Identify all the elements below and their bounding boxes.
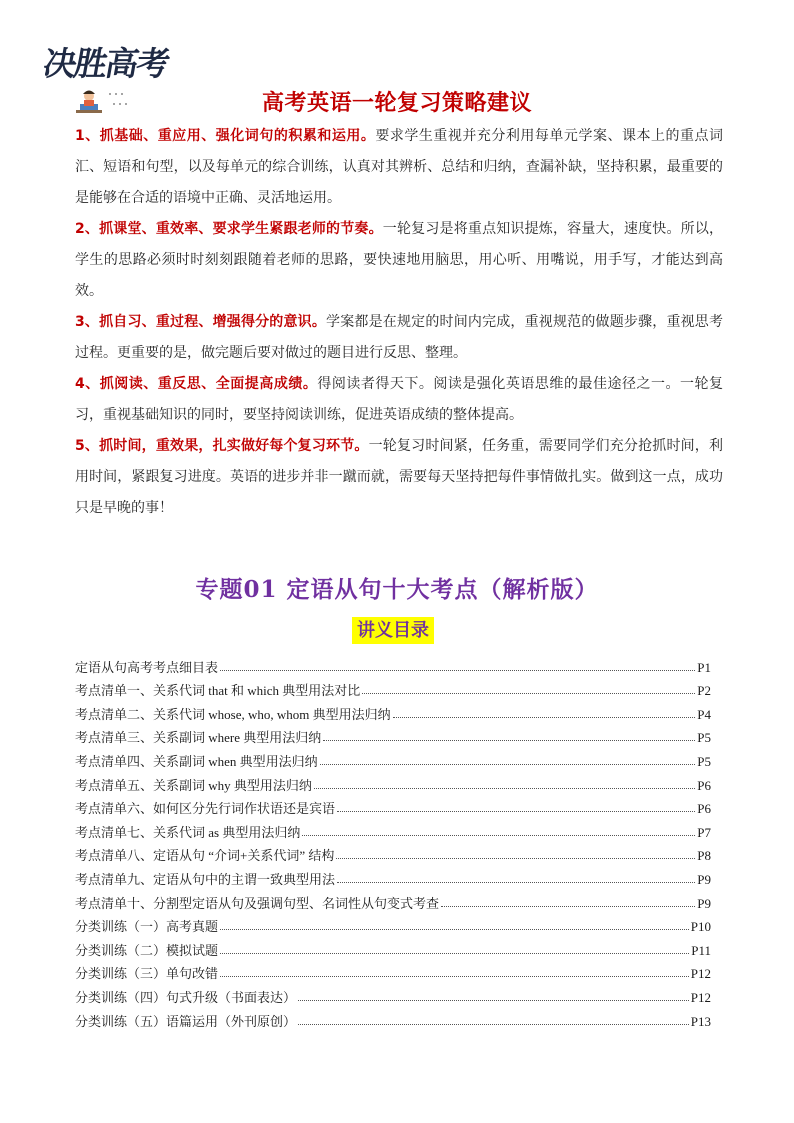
- toc-entry-label: 分类训练（一）高考真题: [75, 919, 219, 935]
- toc-entry-label: 考点清单一、关系代词 that 和 which 典型用法对比: [75, 683, 361, 699]
- tip-item: [75, 431, 723, 524]
- toc-entry-page: P12: [690, 966, 711, 982]
- table-of-contents: [75, 652, 711, 1030]
- tip-body: 一轮复习时间紧，任务重，需要同学们充分抢抓时间，利用时间，紧跟复习进度。英语的进步并非一蹴而就，需要每天坚持把每件事情做扎实。做到这一点，成功只是早晚的事！: [75, 438, 723, 516]
- toc-leader-dots: [220, 929, 689, 930]
- tip-highlight: 5、抓时间，重效果，扎实做好每个复习环节。: [75, 438, 369, 454]
- toc-leader-dots: [337, 811, 695, 812]
- toc-entry-page: P2: [697, 683, 711, 699]
- tip-body: 学案都是在规定的时间内完成，重视规范的做题步骤，重视思考过程。更重要的是，做完题后要对做过的题目进行反思、整理。: [75, 314, 723, 361]
- logo-text: 决胜高考: [40, 44, 172, 83]
- toc-entry[interactable]: [75, 794, 711, 818]
- toc-entry-page: P9: [697, 871, 711, 887]
- toc-leader-dots: [220, 670, 695, 671]
- toc-entry-label: 考点清单十、分割型定语从句及强调句型、名词性从句变式考查: [75, 895, 440, 911]
- tip-highlight: 3、抓自习、重过程、增强得分的意识。: [75, 314, 327, 330]
- toc-entry-label: 分类训练（二）模拟试题: [75, 942, 219, 958]
- toc-entry-label: 考点清单三、关系副词 where 典型用法归纳: [75, 730, 322, 746]
- toc-leader-dots: [320, 764, 696, 765]
- toc-leader-dots: [441, 906, 695, 907]
- tip-body: 得阅读者得天下。阅读是强化英语思维的最佳途径之一。一轮复习，重视基础知识的同时，要坚持阅读训练，促进英语成绩的整体提高。: [75, 376, 723, 423]
- toc-entry[interactable]: [75, 817, 711, 841]
- toc-leader-dots: [337, 882, 695, 883]
- tip-highlight: 2、抓课堂、重效率、要求学生紧跟老师的节奏。: [75, 221, 383, 237]
- toc-heading: 讲义目录: [352, 617, 434, 644]
- toc-entry-label: 分类训练（四）句式升级（书面表达）: [75, 989, 297, 1005]
- tip-item: [75, 121, 723, 214]
- toc-entry[interactable]: [75, 652, 711, 676]
- toc-entry-page: P13: [690, 1013, 711, 1029]
- toc-entry[interactable]: [75, 770, 711, 794]
- toc-entry-label: 考点清单五、关系副词 why 典型用法归纳: [75, 777, 312, 793]
- toc-entry[interactable]: [75, 959, 711, 983]
- toc-entry-page: P7: [697, 824, 711, 840]
- toc-entry[interactable]: [75, 841, 711, 865]
- toc-entry[interactable]: [75, 888, 711, 912]
- toc-entry[interactable]: [75, 746, 711, 770]
- toc-entry-page: P10: [690, 919, 711, 935]
- toc-entry-label: 定语从句高考考点细目表: [75, 659, 219, 675]
- tip-body: 要求学生重视并充分利用每单元学案、课本上的重点词汇、短语和句型，以及每单元的综合训练，认真对其辨析、总结和归纳，查漏补缺，坚持积累，最重要的是能够在合适的语境中正确、灵活地运用。: [75, 128, 723, 206]
- toc-leader-dots: [220, 976, 689, 977]
- toc-leader-dots: [336, 858, 695, 859]
- toc-entry-label: 考点清单四、关系副词 when 典型用法归纳: [75, 753, 318, 769]
- tip-item: [75, 214, 723, 307]
- toc-leader-dots: [220, 953, 689, 954]
- tip-highlight: 4、抓阅读、重反思、全面提高成绩。: [75, 376, 318, 392]
- strategy-tips: [75, 121, 723, 524]
- toc-entry-page: P6: [697, 801, 711, 817]
- toc-entry[interactable]: [75, 912, 711, 936]
- toc-entry-label: 考点清单九、定语从句中的主谓一致典型用法: [75, 871, 336, 887]
- toc-entry-page: P6: [697, 777, 711, 793]
- toc-entry[interactable]: [75, 982, 711, 1006]
- toc-leader-dots: [362, 693, 695, 694]
- toc-entry-page: P12: [690, 989, 711, 1005]
- toc-entry-label: 考点清单二、关系代词 whose, who, whom 典型用法归纳: [75, 706, 391, 722]
- toc-entry[interactable]: [75, 723, 711, 747]
- toc-entry-page: P5: [697, 753, 711, 769]
- toc-entry-label: 考点清单七、关系代词 as 典型用法归纳: [75, 824, 301, 840]
- tip-item: [75, 307, 723, 369]
- toc-entry[interactable]: [75, 935, 711, 959]
- toc-entry-page: P1: [697, 659, 711, 675]
- toc-entry-label: 分类训练（三）单句改错: [75, 966, 219, 982]
- tip-body: 一轮复习是将重点知识提炼，容量大，速度快。所以，学生的思路必须时时刻刻跟随着老师的思路，要快速地用脑思，用心听、用嘴说，用手写，才能达到高效。: [75, 221, 723, 299]
- tip-highlight: 1、抓基础、重应用、强化词句的积累和运用。: [75, 128, 376, 144]
- toc-entry[interactable]: [75, 864, 711, 888]
- toc-leader-dots: [298, 1024, 689, 1025]
- toc-leader-dots: [298, 1000, 689, 1001]
- toc-leader-dots: [314, 788, 695, 789]
- toc-entry-page: P11: [691, 942, 711, 958]
- toc-leader-dots: [323, 740, 695, 741]
- toc-entry[interactable]: [75, 1006, 711, 1030]
- toc-entry-label: 考点清单八、定语从句 “介词+关系代词” 结构: [75, 848, 335, 864]
- toc-entry-page: P8: [697, 848, 711, 864]
- toc-entry-page: P5: [697, 730, 711, 746]
- subject-title: 专题01 定语从句十大考点（解析版）: [195, 576, 599, 603]
- toc-entry-page: P9: [697, 895, 711, 911]
- toc-leader-dots: [393, 717, 696, 718]
- toc-entry[interactable]: [75, 676, 711, 700]
- toc-entry-label: 分类训练（五）语篇运用（外刊原创）: [75, 1013, 297, 1029]
- toc-leader-dots: [302, 835, 695, 836]
- tip-item: [75, 369, 723, 431]
- page-title: 高考英语一轮复习策略建议: [261, 91, 532, 116]
- toc-entry[interactable]: [75, 699, 711, 723]
- toc-entry-page: P4: [697, 706, 711, 722]
- toc-entry-label: 考点清单六、如何区分先行词作状语还是宾语: [75, 801, 336, 817]
